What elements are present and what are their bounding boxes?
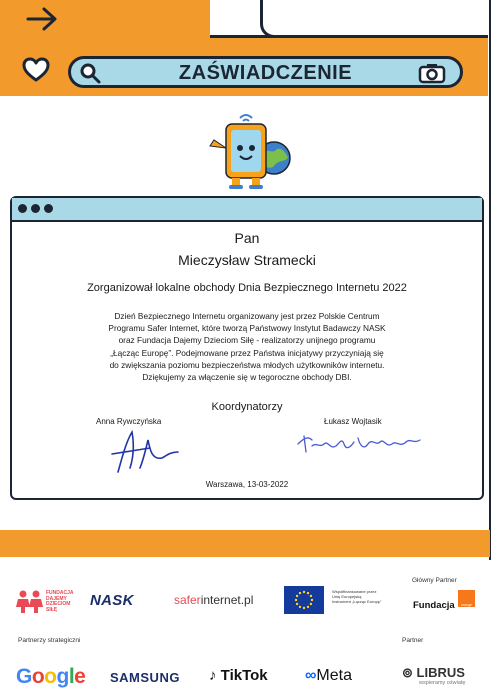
tiktok-logo: ♪ TikTok [209, 667, 268, 684]
window-dot-icon [31, 204, 40, 213]
strategic-partners-label: Partnerzy strategiczni [18, 637, 81, 644]
certificate-window [10, 196, 484, 500]
librus-tagline: wspieramy oświatę [419, 680, 466, 686]
footer-band [0, 530, 490, 557]
page-border [489, 0, 491, 560]
paragraph-line: do zwiększania poziomu bezpieczeństwa młodych użytkowników internetu. [109, 359, 385, 370]
saferinternet-logo: saferinternet.pl [174, 593, 254, 607]
address-bar [68, 56, 463, 88]
main-partner-label: Główny Partner [412, 577, 457, 584]
meta-infinity-icon: ∞ [305, 667, 317, 684]
paragraph-line: Programu Safer Internet, które tworzą Państwowy Instytut Badawczy NASK [108, 323, 386, 334]
page-title: ZAŚWIADCZENIE [178, 62, 353, 84]
window-title-bar [12, 198, 482, 222]
window-dot-icon [18, 204, 27, 213]
header-band [0, 0, 490, 96]
arrow-right-icon [26, 6, 58, 32]
coordinator-name-left: Anna Rywczyńska [96, 417, 162, 426]
heart-icon [22, 57, 50, 83]
fundacja-orange-logo: Fundacja [413, 600, 455, 611]
paragraph-line: „Łącząc Europę”. Podejmowane przez Państwa inicjatywy przyczyniają się [110, 347, 384, 358]
place-date: Warszawa, 13-03-2022 [205, 480, 289, 489]
partner-label: Partner [402, 637, 424, 644]
browser-tab [260, 0, 490, 38]
paragraph-line: oraz Fundacja Dajemy Dzieciom Siłę - realizatorzy unijnego programu [118, 335, 376, 346]
signature-left [104, 428, 182, 476]
salutation: Pan [234, 230, 260, 246]
meta-logo: ∞Meta [305, 667, 352, 684]
mascot-tablet-illustration [200, 112, 292, 190]
fdds-logo-text: FUNDACJA DAJEMY DZIECIOM SIŁĘ [46, 590, 74, 613]
paragraph-line: Dzień Bezpiecznego Internetu organizowany jest przez Polskie Centrum [114, 311, 380, 321]
window-dot-icon [44, 204, 53, 213]
coordinator-name-right: Łukasz Wojtasik [324, 417, 382, 426]
librus-logo: ⊚ LIBRUS [402, 665, 465, 680]
samsung-logo: SAMSUNG [110, 670, 180, 685]
signature-right [294, 430, 424, 460]
coordinators-title: Koordynatorzy [211, 401, 283, 413]
orange-logo: orange [458, 590, 475, 607]
eu-flag-icon [284, 586, 324, 614]
camera-icon [418, 62, 446, 84]
achievement-text: Zorganizował lokalne obchody Dnia Bezpiecznego Internetu 2022 [87, 282, 407, 294]
eu-cofinancing-text: Współfinansowane przez Unię Europejską Instrument „Łącząc Europę” [332, 589, 382, 604]
fdds-logo-icon [15, 589, 45, 613]
paragraph-line: Dziękujemy za włączenie się w tegoroczne obchody DBI. [142, 372, 352, 383]
recipient-name: Mieczysław Stramecki [178, 252, 316, 268]
certificate-paragraph [12, 310, 482, 383]
nask-logo: NASK [90, 592, 134, 609]
google-logo: Google [16, 665, 86, 688]
